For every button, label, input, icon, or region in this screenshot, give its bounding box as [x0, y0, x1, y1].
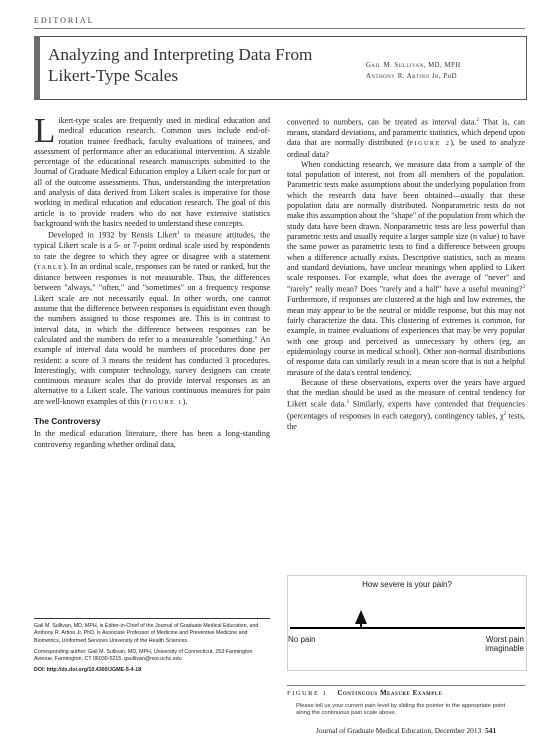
top-rule	[34, 28, 525, 29]
continued-text-2: That is, can means, standard deviations, and parametric statistics, which depend upon data that are normally distributed (	[287, 117, 525, 148]
likert-text-2: to measure attitudes, the typical Likert scale is a 5- or 7-point ordinal scale used by respondents to rate the degree to which they agree or disagree with a statement (	[34, 230, 270, 271]
chi-square-superscript: 2	[503, 412, 507, 418]
continued-text-1: converted to numbers, can be treated as interval data.	[287, 117, 477, 127]
figure-label: FIGURE 1	[287, 690, 328, 697]
parametric-text-2: Furthermore, if responses are clustered at the high and low extremes, the mean may appear to be the neutral or middle response, but this may not fairly characterize the data. This clustering of extremes is common, for example, in trainee evaluations of experiences that may be very popular with one group and perceived as unnecessary by others (eg, an epidemiology course in medical school). Other non-normal distributions of response data can similarly result in a mean score that is not a helpful measure of the data's central tendency.	[287, 295, 525, 377]
likert-paragraph	[34, 229, 270, 408]
page-footer	[316, 726, 496, 735]
author-2: Anthony R. Artino Jr, PhD	[366, 73, 458, 80]
continuous-measure-figure	[287, 575, 527, 671]
median-text-1: Because of these observations, experts over the years have argued that the median should be used as the measure of central tendency for Likert scale data.	[287, 377, 525, 410]
title-line-1: Analyzing and Interpreting Data From	[48, 45, 313, 64]
section-heading: The Controversy	[34, 416, 101, 426]
median-paragraph	[287, 378, 525, 433]
pain-scale-track[interactable]	[290, 627, 525, 629]
slider-pointer-icon[interactable]	[355, 610, 367, 624]
parametric-paragraph	[287, 160, 525, 378]
table-ref[interactable]: TABLE	[36, 263, 64, 271]
doi-link[interactable]: DOI: http://dx.doi.org/10.4300/JGME-5-4-18	[34, 667, 142, 674]
slider-pointer-stem	[360, 624, 362, 628]
authors	[366, 60, 461, 82]
figure-caption	[287, 689, 442, 697]
parametric-text-1: When conducting research, we measure data from a sample of the total population of interest, not from all members of the population. Parametric tests make assumptions about the underlying population from which the research data have been obtained—usually that these population data are normally distributed. Nonparametric tests do not make this assumption about the "shape" of the population from which the study data have been drawn. Nonparametric tests are less powerful than parametric tests and usually require a larger sample size (n value) to have the same power as parametric tests to find a difference between groups when a difference actually exists. Descriptive statistics, such as means and standard deviations, have unclear meanings when applied to Likert scale responses. For example, what does the average of "never" and "rarely" really mean? Does "rarely and a half" have a useful meaning?	[287, 159, 525, 295]
ref-1[interactable]: 1	[177, 231, 180, 237]
footnote-corresponding: Corresponding author: Gail M. Sullivan, MD, MPH, University of Connecticut, 253 Farmington Avenue, Farmington, CT 06030-5215, gsullivan@nso.uchc.edu	[34, 648, 253, 663]
section-label: EDITORIAL	[34, 16, 95, 25]
worst-pain-label: Worst pain imaginable	[485, 635, 524, 653]
median-text-3: tests, the	[287, 412, 526, 432]
right-column	[287, 116, 525, 433]
figure-1-ref[interactable]: FIGURE 1	[144, 398, 183, 406]
author-footnote	[34, 618, 270, 679]
author-1: Gail M. Sullivan, MD, MPH	[366, 62, 461, 69]
journal-name: Journal of Graduate Medical Education, December 2013	[316, 726, 482, 735]
likert-text-4: ).	[182, 396, 188, 406]
ref-3b[interactable]: 3	[346, 400, 349, 406]
page-number: 541	[485, 726, 497, 735]
ref-3a[interactable]: 3	[522, 285, 525, 291]
likert-text-3: ). In an ordinal scale, responses can be rated or ranked, but the distance between responses is not measurable. Thus, the differences between "always," "often," and "sometimes" on a frequency response Likert scale are not necessarily equal. In other words, one cannot assume that the difference between responses is equidistant even though the numbers assigned to those responses are. This is in contrast to interval data, in which the difference between responses can be calculated and the numbers do refer to a measureable "something." An example of interval data would be numbers of procedures done per resident: a score of 3 means the resident has conducted 3 procedures. Interestingly, with computer technology, survey designers can create continuous measure scales that do provide interval responses as an alternative to a Likert scale. The various continuous measures for pain are well-known examples of this (	[34, 261, 270, 406]
article-title	[48, 44, 348, 86]
likert-text-1: Developed in 1932 by Rensis Likert	[48, 230, 178, 240]
ref-2[interactable]: 2	[476, 118, 480, 123]
figure-caption-rule	[287, 685, 525, 686]
controversy-paragraph: In the medical education literature, there has been a long-standing controversy regarding whether ordinal data,	[34, 429, 270, 449]
continued-text-3: ), be used to analyze ordinal data?	[287, 138, 526, 159]
intro-paragraph	[34, 111, 270, 229]
figure-2-ref[interactable]: FIGURE 2	[409, 140, 451, 148]
figure-title: Continuous Measure Example	[337, 689, 443, 697]
figure-caption-text: Please tell us your current pain level by sliding the pointer to the appropriate point along the continuous pain scale above.	[296, 703, 506, 717]
no-pain-label: No pain	[288, 635, 316, 644]
footnote-affiliation: Gail M. Sullivan, MD, MPH, is Editor-in-Chief of the Journal of Graduate Medical Education, and Anthony R. Artino Jr, PhD, is Associate Professor of Medicine and Preventive Medicine and Biometrics, Uniformed Services University of the Health Sciences.	[34, 623, 259, 644]
continued-paragraph	[287, 116, 525, 160]
drop-cap: L	[34, 111, 56, 150]
title-accent-bar	[34, 36, 40, 100]
pain-question: How severe is your pain?	[362, 580, 452, 589]
intro-text: ikert-type scales are frequently used in medical education and medical education research. Common uses include end-of-rotation trainee feedback, faculty evaluations of trainees, and assessment of performance after an educational intervention. A sizable percentage of the educational research manuscripts submitted to the Journal of Graduate Medical Education employ a Likert scale for part or all of the outcome assessments. Thus, understanding the interpretation and analysis of data derived from Likert scales is imperative for those working in medical education and education research. The goal of this article is to provide readers who do not have extensive statistics background with the basics needed to understand these concepts.	[34, 116, 270, 228]
title-line-2: Likert-Type Scales	[48, 66, 179, 85]
median-text-2: Similarly, experts have contended that frequencies (percentages of responses in each category), contingency tables, χ	[287, 400, 525, 422]
left-column	[34, 111, 270, 450]
